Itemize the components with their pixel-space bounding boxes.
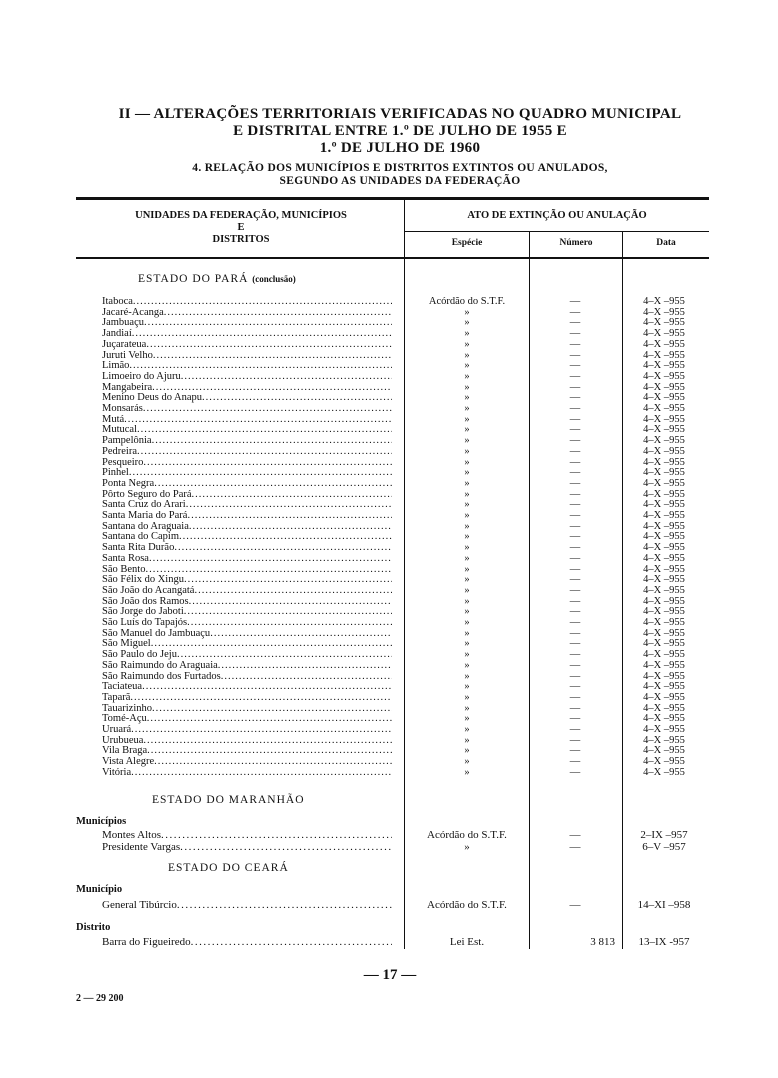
row-numero: — [569,724,581,735]
row-especie: » [464,317,470,329]
row-especie: » [464,467,470,479]
row-especie: » [464,595,470,607]
page-heading-line3: 1.º DE JULHO DE 1960 [319,140,481,156]
row-data: 4–X –955 [643,681,685,693]
row-especie: » [464,756,470,768]
row-especie: » [464,702,470,714]
category-distrito: Distrito [76,922,111,933]
row-especie: » [464,841,470,853]
column-header-units: UNIDADES DA FEDERAÇÃO, MUNICÍPIOS [135,210,347,221]
row-numero: — [569,638,581,650]
row-especie: » [464,381,470,393]
table-row [0,350,778,361]
row-data: 4–X –955 [643,542,685,554]
table-row [0,617,778,628]
row-numero: — [569,424,581,436]
row-numero: — [569,691,581,703]
row-data: 4–X –955 [643,531,685,543]
table-row [0,724,778,735]
row-numero: — [569,296,581,307]
row-especie: » [464,638,470,650]
row-especie: » [464,691,470,703]
table-row [0,899,778,911]
table-row [0,671,778,682]
row-name: Tauarizinho ..... [102,703,392,714]
table-row [0,307,778,318]
row-especie: » [464,659,470,671]
row-especie: » [464,766,470,778]
row-numero: — [569,413,581,425]
row-data: 4–X –955 [643,403,685,414]
category-municipios: Municípios [76,816,127,827]
row-especie: » [464,724,470,735]
row-name: Santa Maria do Pará ..... [102,510,392,521]
row-data: 4–X –955 [643,595,685,607]
row-data: 4–X –955 [643,649,685,661]
column-group-header: ATO DE EXTINÇÃO OU ANULAÇÃO [467,210,647,221]
row-name: São Manuel do Jambuaçu ..... [102,628,392,639]
row-numero: — [569,392,581,404]
row-especie: » [464,360,470,372]
row-name: São Miguel ..... [102,638,392,649]
row-especie: » [464,627,470,639]
row-data: 4–X –955 [643,766,685,778]
row-data: 4–X –955 [643,306,685,318]
row-data: 4–X –955 [643,670,685,682]
row-especie: » [464,499,470,511]
row-numero: — [569,360,581,372]
row-data: 4–X –955 [643,638,685,650]
row-data: 4–X –955 [643,349,685,361]
row-name: Tomé-Açu ..... [102,713,392,724]
row-data: 4–X –955 [643,702,685,714]
section-title-ceara: ESTADO DO CEARÁ [168,862,289,874]
row-numero: — [569,766,581,778]
row-numero: — [569,488,581,500]
row-numero: — [569,317,581,329]
table-row [0,403,778,414]
row-name: Jandiaí ..... [102,328,392,339]
row-name: Limão ..... [102,360,392,371]
row-name: Santa Rosa ..... [102,553,392,564]
row-data: 4–X –955 [643,724,685,735]
row-name: Vista Alegre ..... [102,756,392,767]
row-especie: » [464,606,470,618]
row-data: 4–X –955 [643,617,685,628]
row-numero: — [569,381,581,393]
column-header-especie: Espécie [451,238,483,248]
table-row [0,596,778,607]
row-name: Mangabeira ..... [102,382,392,393]
table-row [0,371,778,382]
row-especie: » [464,617,470,628]
table-row [0,510,778,521]
row-name: Taparã ..... [102,692,392,703]
row-name: Presidente Vargas ..... [102,841,392,853]
row-especie: » [464,542,470,554]
row-numero: — [569,745,581,757]
row-data: 4–X –955 [643,370,685,382]
row-name: Juruti Velho ..... [102,350,392,361]
row-especie: » [464,338,470,350]
row-name: São Félix do Xingu ..... [102,574,392,585]
row-numero: — [569,349,581,361]
row-numero: — [569,338,581,350]
table-row [0,735,778,746]
row-especie: » [464,745,470,757]
row-especie: » [464,734,470,746]
row-name: Vitória ..... [102,767,392,778]
row-name: Mutá ..... [102,414,392,425]
row-data: 4–X –955 [643,606,685,618]
row-numero: — [569,467,581,479]
section-title-para-text: ESTADO DO PARÁ [138,273,249,285]
row-numero: — [569,617,581,628]
table-row [0,660,778,671]
table-row [0,745,778,756]
row-numero: — [569,370,581,382]
row-especie: » [464,713,470,725]
row-data: 4–X –955 [643,413,685,425]
row-especie: » [464,306,470,318]
row-numero: — [569,520,581,532]
table-row [0,628,778,639]
row-name: São Raimundo dos Furtados ..... [102,671,392,682]
row-numero: — [569,584,581,596]
table-row [0,446,778,457]
table-row [0,360,778,371]
row-data: 4–X –955 [643,381,685,393]
row-numero: — [569,627,581,639]
row-name: São Raimundo do Araguaia ..... [102,660,392,671]
row-numero: — [569,499,581,511]
row-data: 4–X –955 [643,435,685,447]
row-name: São Bento ..... [102,564,392,575]
row-especie: » [464,435,470,447]
table-row [0,499,778,510]
row-name: São João do Acangatá ..... [102,585,392,596]
row-numero: — [569,659,581,671]
row-name: Santana do Araguaia ..... [102,521,392,532]
row-data: 4–X –955 [643,510,685,521]
row-numero: — [569,306,581,318]
row-especie: » [464,328,470,340]
table-row [0,703,778,714]
row-name: São Paulo do Jeju ..... [102,649,392,660]
row-numero: — [569,435,581,447]
row-numero: — [569,681,581,693]
table-row [0,638,778,649]
row-data: 14–XI –958 [637,899,691,911]
row-name: Barra do Figueiredo ..... [102,936,392,948]
row-especie: » [464,349,470,361]
table-row [0,414,778,425]
row-name: Jambuaçu ..... [102,317,392,328]
table-row [0,457,778,468]
row-numero: — [569,403,581,414]
page-heading-line1: II — ALTERAÇÕES TERRITORIAIS VERIFICADAS NO QUADRO MUNICIPAL [118,106,682,122]
table-row [0,489,778,500]
row-numero: — [569,829,581,841]
row-name: Santa Rita Durão ..... [102,542,392,553]
row-especie: » [464,445,470,457]
row-data: 4–X –955 [643,445,685,457]
row-name: Jacaré-Acanga ..... [102,307,392,318]
row-data: 4–X –955 [643,477,685,489]
table-subheader-rule [404,231,709,232]
row-data: 4–X –955 [643,488,685,500]
table-row [0,564,778,575]
row-especie: » [464,403,470,414]
row-especie: » [464,520,470,532]
row-data: 4–X –955 [643,296,685,307]
section-subtitle-line2: SEGUNDO AS UNIDADES DA FEDERAÇÃO [279,175,521,187]
row-especie: » [464,670,470,682]
row-data: 4–X –955 [643,328,685,340]
row-name: Pôrto Seguro do Pará ..... [102,489,392,500]
table-row [0,936,778,948]
table-row [0,478,778,489]
row-numero: — [569,713,581,725]
row-data: 4–X –955 [643,627,685,639]
row-especie: Acórdão do S.T.F. [428,296,506,307]
page-heading-line2: E DISTRITAL ENTRE 1.º DE JULHO DE 1955 E [233,123,567,139]
row-name: Montes Altos ..... [102,829,392,841]
row-name: Santana do Capim ..... [102,531,392,542]
row-numero: — [569,649,581,661]
table-row [0,424,778,435]
table-row [0,531,778,542]
category-municipio: Município [76,884,123,895]
row-numero: — [569,445,581,457]
row-name: Uruará ..... [102,724,392,735]
row-name: Mutucal ..... [102,424,392,435]
row-especie: » [464,392,470,404]
table-row [0,756,778,767]
row-numero: — [569,531,581,543]
row-name: Juçarateua ..... [102,339,392,350]
row-data: 4–X –955 [643,467,685,479]
table-row [0,574,778,585]
table-row [0,767,778,778]
row-especie: Acórdão do S.T.F. [427,899,507,911]
table-row [0,382,778,393]
row-data: 2–IX –957 [640,829,688,841]
row-numero: — [569,595,581,607]
row-name: General Tibúrcio ..... [102,899,392,911]
row-data: 4–X –955 [643,745,685,757]
row-numero: — [569,574,581,586]
row-name: Ponta Negra ..... [102,478,392,489]
row-data: 4–X –955 [643,338,685,350]
row-especie: » [464,574,470,586]
table-row [0,296,778,307]
section-subtitle-line1: 4. RELAÇÃO DOS MUNICÍPIOS E DISTRITOS EXTINTOS OU ANULADOS, [192,162,608,174]
row-data: 4–X –955 [643,734,685,746]
row-numero: — [569,542,581,554]
row-name: Monsarás ..... [102,403,392,414]
row-data: 4–X –955 [643,563,685,575]
row-name: Taciateua ..... [102,681,392,692]
row-data: 6–V –957 [642,841,686,853]
row-data: 4–X –955 [643,499,685,511]
row-data: 4–X –955 [643,424,685,436]
table-row [0,585,778,596]
row-especie: » [464,584,470,596]
section-title-maranhao: ESTADO DO MARANHÃO [152,794,305,806]
row-name: Vila Braga ..... [102,745,392,756]
table-row [0,521,778,532]
table-row [0,692,778,703]
row-data: 4–X –955 [643,756,685,768]
column-header-data: Data [656,238,676,248]
table-row [0,467,778,478]
row-especie: » [464,681,470,693]
row-especie: » [464,552,470,564]
row-especie: » [464,456,470,468]
row-especie: » [464,488,470,500]
table-row [0,681,778,692]
row-numero: — [569,756,581,768]
table-row [0,339,778,350]
row-name: Limoeiro do Ajuru ..... [102,371,392,382]
table-row [0,328,778,339]
row-numero: — [569,456,581,468]
row-data: 4–X –955 [643,552,685,564]
row-name: Pedreira ..... [102,446,392,457]
row-data: 4–X –955 [643,574,685,586]
table-top-rule [76,197,709,200]
table-row [0,606,778,617]
row-numero: — [569,477,581,489]
row-name: Menino Deus do Anapu ..... [102,392,392,403]
row-numero: — [569,552,581,564]
row-data: 4–X –955 [643,360,685,372]
row-numero: — [569,328,581,340]
row-numero: — [569,841,581,853]
table-row [0,713,778,724]
footer-code: 2 — 29 200 [76,993,124,1004]
row-numero: — [569,899,581,911]
table-header-bottom-rule [76,257,709,259]
row-data: 4–X –955 [643,317,685,329]
row-numero: — [569,563,581,575]
row-numero: — [569,702,581,714]
row-especie: Lei Est. [449,936,485,948]
row-numero: 3 813 [590,936,615,948]
row-numero: — [569,734,581,746]
row-data: 4–X –955 [643,392,685,404]
row-numero: — [569,670,581,682]
row-name: Pinhel ..... [102,467,392,478]
row-name: Pesqueiro ..... [102,457,392,468]
row-name: São Luís do Tapajós ..... [102,617,392,628]
table-row [0,317,778,328]
row-name: Santa Cruz do Arari ..... [102,499,392,510]
row-numero: — [569,510,581,521]
table-row [0,392,778,403]
row-especie: » [464,413,470,425]
row-data: 4–X –955 [643,659,685,671]
row-data: 4–X –955 [643,520,685,532]
column-header-units-districts: DISTRITOS [212,234,270,245]
row-data: 4–X –955 [643,691,685,703]
row-name: São Jorge do Jaboti ..... [102,606,392,617]
table-row [0,649,778,660]
row-especie: » [464,510,470,521]
row-especie: » [464,477,470,489]
row-especie: » [464,531,470,543]
table-row [0,435,778,446]
row-name: São João dos Ramos ..... [102,596,392,607]
table-row [0,542,778,553]
section-title-para [138,273,296,285]
row-data: 4–X –955 [643,584,685,596]
column-header-units-e: E [237,222,245,233]
table-row [0,829,778,841]
row-especie: » [464,649,470,661]
page-number: — 17 — [363,967,417,983]
section-note-conclusao: (conclusão) [252,274,296,284]
row-data: 4–X –955 [643,713,685,725]
column-header-numero: Número [559,238,593,248]
row-name: Urubueua ..... [102,735,392,746]
table-row [0,553,778,564]
row-data: 4–X –955 [643,456,685,468]
row-especie: » [464,563,470,575]
row-especie: Acórdão do S.T.F. [427,829,507,841]
row-name: Pampelônia ..... [102,435,392,446]
table-row [0,841,778,853]
row-especie: » [464,370,470,382]
row-name: Itaboca ..... [102,296,392,307]
row-data: 13–IX -957 [638,936,690,948]
row-numero: — [569,606,581,618]
row-especie: » [464,424,470,436]
